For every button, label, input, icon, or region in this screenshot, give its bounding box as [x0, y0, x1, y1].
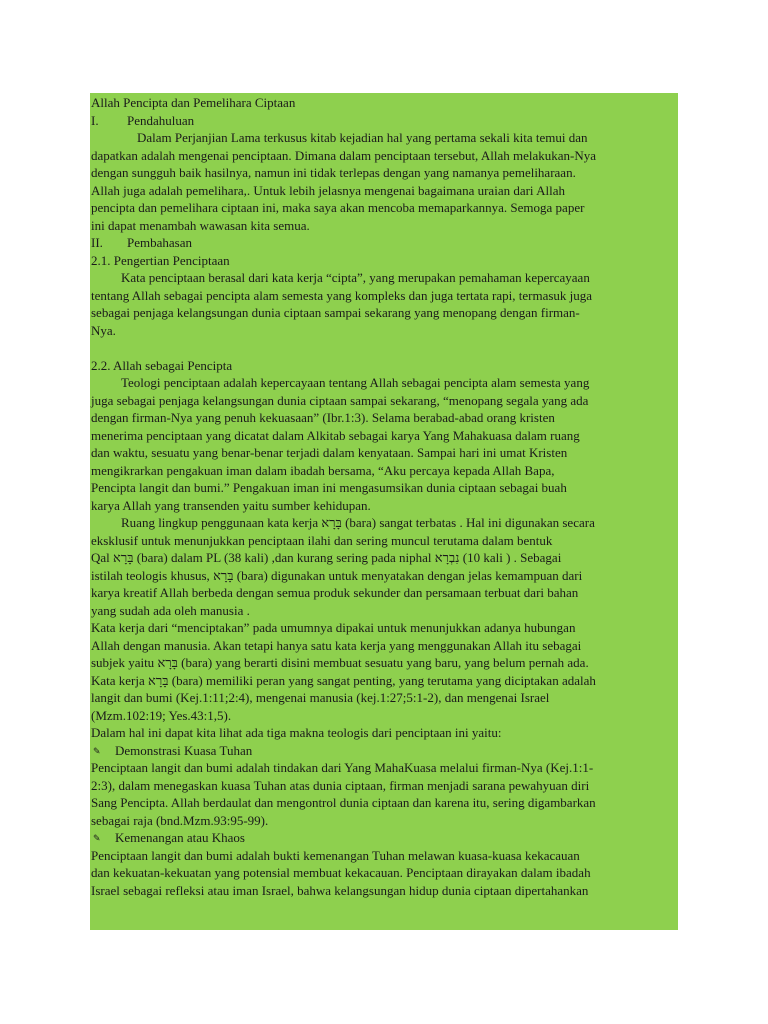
text-line: menerima penciptaan yang dicatat dalam Alkitab sebagai karya Yang Mahakuasa dalam ruang	[91, 427, 580, 443]
text-line: Kata kerja בָּרָא (bara) memiliki peran yang sangat penting, yang terutama yang diciptakan adalah	[91, 672, 596, 688]
text-line: dengan firman-Nya yang penuh kekuasaan” (Ibr.1:3). Selama berabad-abad orang kristen	[91, 410, 555, 425]
text-line: Kata penciptaan berasal dari kata kerja “cipta”, yang merupakan pemahaman kepercayaan	[121, 270, 590, 285]
text-line: Dalam hal ini dapat kita lihat ada tiga makna teologis dari penciptaan ini yaitu:	[91, 725, 502, 740]
text-line: dan waktu, sesuatu yang benar-benar terjadi dalam kenyataan. Sampai hari ini umat Kristen	[91, 445, 568, 460]
bullet-item	[91, 829, 677, 847]
text-line: mengikrarkan pengakuan iman dalam ibadah bersama, “Aku percaya kepada Allah Bapa,	[91, 462, 555, 478]
text-line: Pencipta langit dan bumi.” Pengakuan iman ini mengasumsikan dunia ciptaan sebagai buah	[91, 480, 567, 495]
bullet-label: Kemenangan atau Khaos	[115, 830, 245, 845]
document-title: Allah Pencipta dan Pemelihara Ciptaan	[91, 95, 296, 110]
text-line: 2.1. Pengertian Penciptaan	[91, 252, 230, 268]
pen-bullet-icon: ✎	[93, 745, 101, 756]
document-body	[91, 94, 677, 899]
text-line: Dalam Perjanjian Lama terkusus kitab kejadian hal yang pertama sekali kita temui dan	[137, 130, 588, 145]
text-line: 2:3), dalam menegaskan kuasa Tuhan atas dunia ciptaan, firman menjadi sarana pewahyuan diri	[91, 777, 590, 793]
bullet-label: Demonstrasi Kuasa Tuhan	[115, 742, 253, 758]
section-title: Pembahasan	[127, 235, 192, 250]
text-line: Ruang lingkup penggunaan kata kerja בָּרָא (bara) sangat terbatas . Hal ini digunakan secara	[121, 515, 595, 530]
text-line: juga sebagai penjaga kelangsungan dunia ciptaan sampai sekarang, “menopang segala yang ada	[91, 392, 589, 408]
section-title: Pendahuluan	[127, 112, 195, 128]
text-line: eksklusif untuk menunjukkan penciptaan ilahi dan sering muncul terutama dalam bentuk	[91, 532, 553, 548]
text-line: Penciptaan langit dan bumi adalah tindakan dari Yang MahaKuasa melalui firman-Nya (Kej.1:1-	[91, 760, 594, 775]
text-line: pencipta dan pemelihara ciptaan ini, maka saya akan mencoba memaparkannya. Semoga paper	[91, 200, 585, 215]
text-line: istilah teologis khusus, בָּרָא (bara) digunakan untuk menyatakan dengan jelas kemampuan dari	[91, 567, 583, 583]
blank-line	[91, 339, 677, 357]
section-heading	[91, 112, 677, 130]
text-line: Sang Pencipta. Allah berdaulat dan mengontrol dunia ciptaan dan karena itu, sering digambarkan	[91, 795, 596, 810]
section-number: II.	[91, 235, 103, 250]
text-line: dan kekuatan-kekuatan yang potensial membuat kekacauan. Penciptaan dirayakan dalam ibadah	[91, 865, 591, 880]
text-line: (Mzm.102:19; Yes.43:1,5).	[91, 707, 232, 723]
text-line: Qal בָּרָא (bara) dalam PL (38 kali) ,dan kurang sering pada niphal נִבְרָא (10 kali ) . Sebagai	[91, 550, 562, 565]
text-line: sebagai penjaga kelangsungan dunia ciptaan sampai sekarang yang menopang dengan firman-	[91, 305, 580, 320]
text-line: karya Allah yang transenden yaitu sumber kehidupan.	[91, 497, 371, 513]
text-line: langit dan bumi (Kej.1:11;2:4), mengenai manusia (kej.1:27;5:1-2), dan mengenai Israel	[91, 690, 550, 705]
text-line: tentang Allah sebagai pencipta alam semesta yang kompleks dan juga tertata rapi, termasuk juga	[91, 287, 593, 303]
text-line: Penciptaan langit dan bumi adalah bukti kemenangan Tuhan melawan kuasa-kuasa kekacauan	[91, 847, 580, 863]
pen-bullet-icon: ✎	[93, 833, 101, 843]
text-line: Teologi penciptaan adalah kepercayaan tentang Allah sebagai pencipta alam semesta yang	[121, 375, 590, 390]
text-line: subjek yaitu בָּרָא (bara) yang berarti disini membuat sesuatu yang baru, yang belum pernah ada.	[91, 655, 589, 670]
text-line: Nya.	[91, 322, 116, 338]
text-line: sebagai raja (bnd.Mzm.93:95-99).	[91, 812, 269, 828]
section-heading	[91, 234, 677, 252]
text-line: dengan sungguh baik hasilnya, namun ini tidak terlepas dengan yang namanya pemeliharaan.	[91, 165, 576, 180]
text-line: ini dapat menambah wawasan kita semua.	[91, 217, 310, 233]
text-line: yang sudah ada oleh manusia .	[91, 602, 250, 618]
bullet-item	[91, 742, 677, 760]
text-line: dapatkan adalah mengenai penciptaan. Dimana dalam penciptaan tersebut, Allah melakukan-Nya	[91, 147, 596, 163]
text-line: Kata kerja dari “menciptakan” pada umumnya dipakai untuk menunjukkan adanya hubungan	[91, 620, 576, 635]
section-number: I.	[91, 112, 99, 128]
text-line: Israel sebagai refleksi atau iman Israel, bahwa kelangsungan hidup dunia ciptaan dipertahankan	[91, 882, 589, 898]
text-line: Allah dengan manusia. Akan tetapi hanya satu kata kerja yang menggunakan Allah itu sebagai	[91, 637, 582, 653]
document-page	[90, 93, 678, 930]
text-line: karya kreatif Allah berbeda dengan semua produk sekunder dan persamaan terbuat dari bahan	[91, 585, 579, 600]
text-line: 2.2. Allah sebagai Pencipta	[91, 357, 233, 373]
text-line: Allah juga adalah pemelihara,. Untuk lebih jelasnya mengenai bagaimana uraian dari Allah	[91, 182, 565, 198]
